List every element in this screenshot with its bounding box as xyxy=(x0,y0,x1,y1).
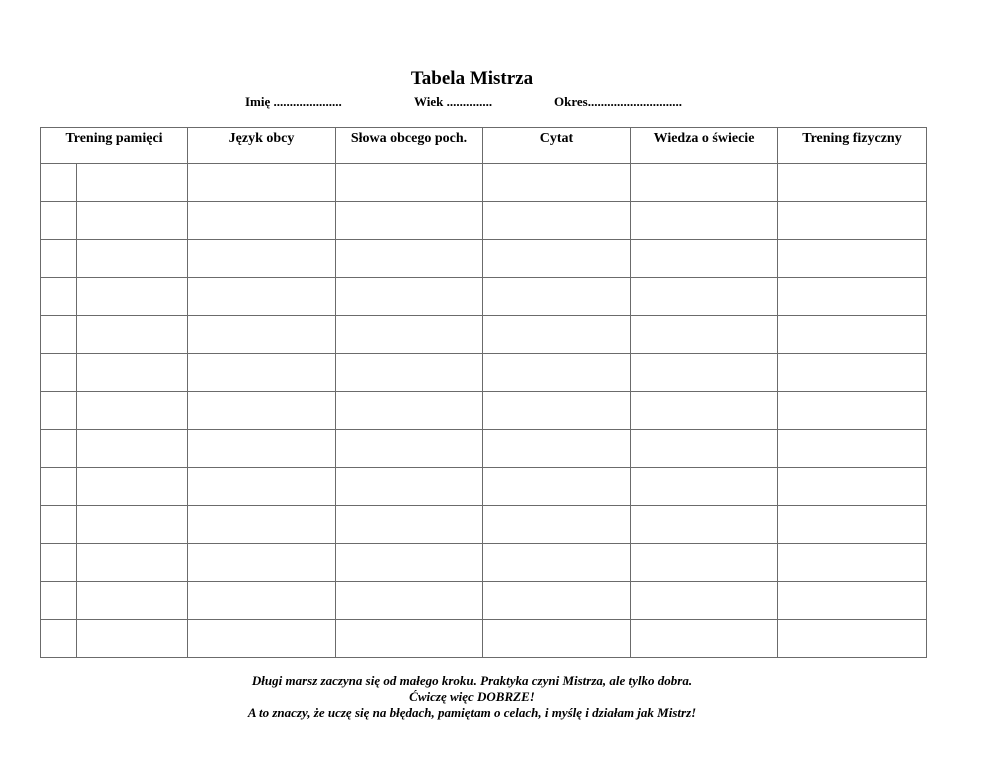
table-cell[interactable] xyxy=(188,468,336,506)
footer-line: Ćwiczę więc DOBRZE! xyxy=(409,689,535,704)
table-cell[interactable] xyxy=(631,582,778,620)
table-row xyxy=(41,354,927,392)
table-cell[interactable] xyxy=(778,544,927,582)
table-cell[interactable] xyxy=(483,468,631,506)
table-row xyxy=(41,544,927,582)
header-world-knowledge: Wiedza o świecie xyxy=(631,128,778,164)
table-cell[interactable] xyxy=(336,392,483,430)
footer-line: Długi marsz zaczyna się od małego kroku. Praktyka czyni Mistrza, ale tylko dobra. xyxy=(251,673,693,688)
row-number-cell[interactable] xyxy=(41,392,77,430)
table-cell[interactable] xyxy=(77,278,188,316)
table-cell[interactable] xyxy=(77,620,188,658)
row-number-cell[interactable] xyxy=(41,278,77,316)
table-cell[interactable] xyxy=(631,278,778,316)
table-cell[interactable] xyxy=(336,582,483,620)
row-number-cell[interactable] xyxy=(41,582,77,620)
table-row xyxy=(41,240,927,278)
table-row xyxy=(41,278,927,316)
table-cell[interactable] xyxy=(778,164,927,202)
table-cell[interactable] xyxy=(188,202,336,240)
table-cell[interactable] xyxy=(77,582,188,620)
table-cell[interactable] xyxy=(77,354,188,392)
row-number-cell[interactable] xyxy=(41,316,77,354)
table-cell[interactable] xyxy=(483,392,631,430)
table-cell[interactable] xyxy=(631,506,778,544)
table-cell[interactable] xyxy=(483,164,631,202)
table-row xyxy=(41,316,927,354)
table-cell[interactable] xyxy=(336,544,483,582)
table-cell[interactable] xyxy=(188,164,336,202)
table-cell[interactable] xyxy=(631,240,778,278)
table-cell[interactable] xyxy=(483,240,631,278)
table-cell[interactable] xyxy=(77,316,188,354)
table-cell[interactable] xyxy=(336,240,483,278)
table-row xyxy=(41,468,927,506)
table-cell[interactable] xyxy=(778,506,927,544)
row-number-cell[interactable] xyxy=(41,202,77,240)
table-cell[interactable] xyxy=(77,430,188,468)
footer-motto xyxy=(0,673,944,721)
table-cell[interactable] xyxy=(77,392,188,430)
table-cell[interactable] xyxy=(483,354,631,392)
table-cell[interactable] xyxy=(631,354,778,392)
table-row xyxy=(41,202,927,240)
footer-line: A to znaczy, że uczę się na błędach, pamiętam o celach, i myślę i działam jak Mistrz! xyxy=(247,705,697,720)
table-cell[interactable] xyxy=(188,582,336,620)
table-cell[interactable] xyxy=(778,240,927,278)
table-cell[interactable] xyxy=(336,430,483,468)
table-cell[interactable] xyxy=(188,278,336,316)
table-cell[interactable] xyxy=(336,164,483,202)
row-number-cell[interactable] xyxy=(41,506,77,544)
table-cell[interactable] xyxy=(778,582,927,620)
page-title: Tabela Mistrza xyxy=(410,68,534,89)
table-cell[interactable] xyxy=(778,620,927,658)
table-cell[interactable] xyxy=(336,354,483,392)
table-cell[interactable] xyxy=(77,544,188,582)
table-row xyxy=(41,582,927,620)
table-row xyxy=(41,430,927,468)
table-cell[interactable] xyxy=(483,506,631,544)
table-cell[interactable] xyxy=(778,430,927,468)
row-number-cell[interactable] xyxy=(41,468,77,506)
table-cell[interactable] xyxy=(778,316,927,354)
table-cell[interactable] xyxy=(336,620,483,658)
header-quote: Cytat xyxy=(483,128,631,164)
table-cell[interactable] xyxy=(483,202,631,240)
table-cell[interactable] xyxy=(188,544,336,582)
table-cell[interactable] xyxy=(483,544,631,582)
row-number-cell[interactable] xyxy=(41,354,77,392)
table-cell[interactable] xyxy=(483,278,631,316)
table-row xyxy=(41,392,927,430)
table-cell[interactable] xyxy=(336,202,483,240)
table-row xyxy=(41,506,927,544)
table-cell[interactable] xyxy=(631,316,778,354)
table-cell[interactable] xyxy=(336,316,483,354)
header-foreign-language: Język obcy xyxy=(188,128,336,164)
table-cell[interactable] xyxy=(336,468,483,506)
table-cell[interactable] xyxy=(188,316,336,354)
table-cell[interactable] xyxy=(483,582,631,620)
header-memory-training: Trening pamięci xyxy=(41,128,188,164)
table-cell[interactable] xyxy=(77,468,188,506)
row-number-cell[interactable] xyxy=(41,620,77,658)
table-cell[interactable] xyxy=(778,468,927,506)
table-cell[interactable] xyxy=(188,620,336,658)
master-table xyxy=(40,127,927,658)
table-cell[interactable] xyxy=(483,620,631,658)
row-number-cell[interactable] xyxy=(41,240,77,278)
table-cell[interactable] xyxy=(483,316,631,354)
table-header-row xyxy=(41,128,927,164)
table-cell[interactable] xyxy=(188,392,336,430)
table-cell[interactable] xyxy=(188,354,336,392)
row-number-cell[interactable] xyxy=(41,544,77,582)
row-number-cell[interactable] xyxy=(41,164,77,202)
table-cell[interactable] xyxy=(778,354,927,392)
name-field: Imię ..................... xyxy=(245,94,342,109)
table-cell[interactable] xyxy=(778,392,927,430)
table-cell[interactable] xyxy=(188,240,336,278)
table-cell[interactable] xyxy=(778,202,927,240)
header-physical-training: Trening fizyczny xyxy=(778,128,927,164)
table-cell[interactable] xyxy=(631,164,778,202)
table-cell[interactable] xyxy=(631,468,778,506)
row-number-cell[interactable] xyxy=(41,430,77,468)
table-cell[interactable] xyxy=(77,202,188,240)
table-row xyxy=(41,164,927,202)
table-cell[interactable] xyxy=(188,430,336,468)
table-cell[interactable] xyxy=(631,544,778,582)
table-cell[interactable] xyxy=(77,506,188,544)
table-cell[interactable] xyxy=(631,202,778,240)
table-cell[interactable] xyxy=(631,392,778,430)
age-field: Wiek .............. xyxy=(414,94,493,109)
table-cell[interactable] xyxy=(631,430,778,468)
table-cell[interactable] xyxy=(336,506,483,544)
table-body xyxy=(41,164,927,658)
table-cell[interactable] xyxy=(483,430,631,468)
table-cell[interactable] xyxy=(778,278,927,316)
table-cell[interactable] xyxy=(631,620,778,658)
table-cell[interactable] xyxy=(336,278,483,316)
table-cell[interactable] xyxy=(77,240,188,278)
table-cell[interactable] xyxy=(77,164,188,202)
table-row xyxy=(41,620,927,658)
header-foreign-words: Słowa obcego poch. xyxy=(336,128,483,164)
table-cell[interactable] xyxy=(188,506,336,544)
period-field: Okres............................. xyxy=(554,94,682,109)
